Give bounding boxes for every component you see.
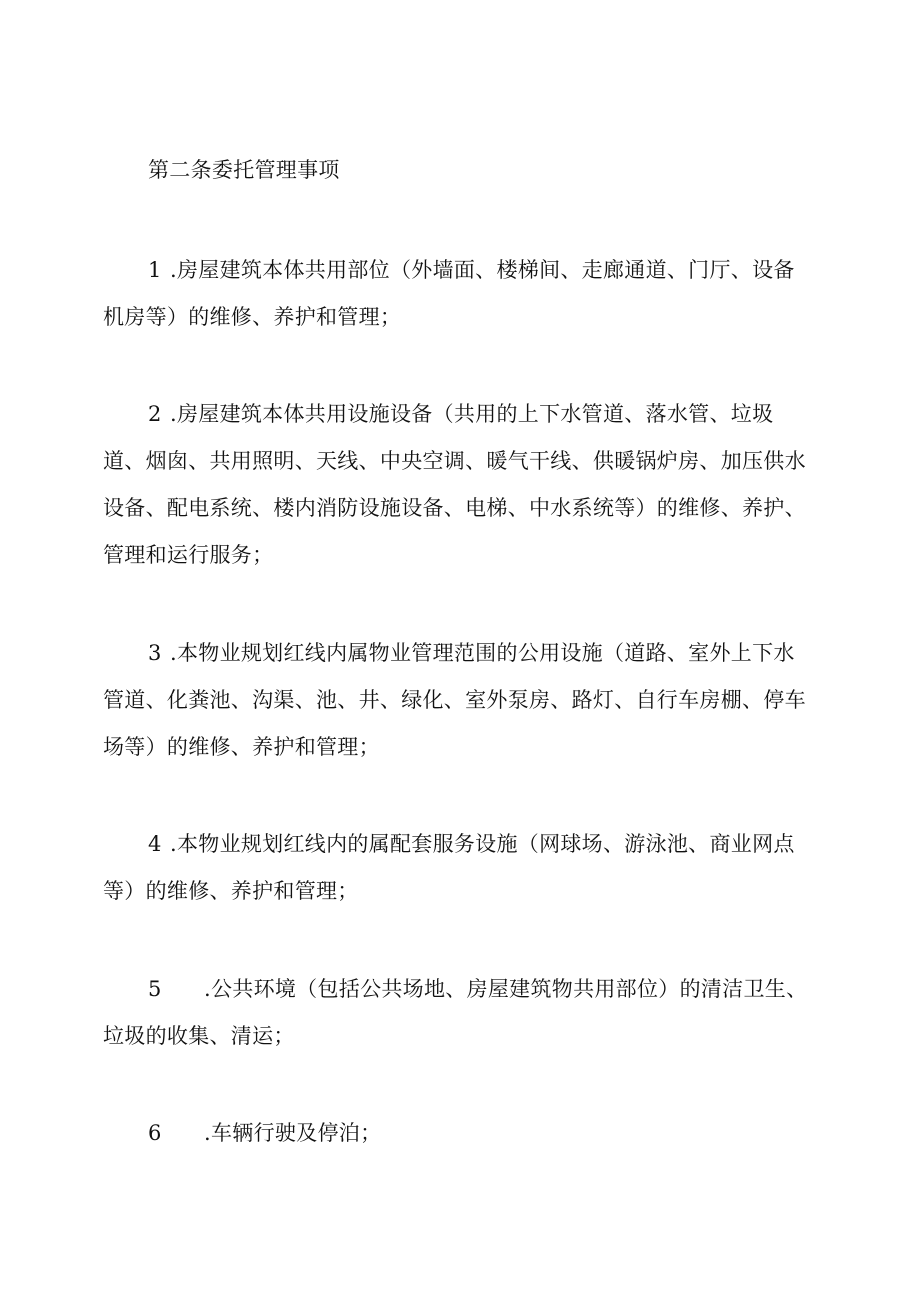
item-3-number: 3	[148, 641, 162, 665]
item-3-line-1	[148, 640, 888, 666]
item-1-number: 1	[148, 258, 162, 282]
item-6-line-1	[148, 1120, 888, 1146]
item-1-text-1: .房屋建筑本体共用部位（外墙面、楼梯间、走廊通道、门厅、设备	[170, 258, 795, 282]
item-2-number: 2	[148, 402, 162, 426]
item-2-line-2: 道、烟囱、共用照明、天线、中央空调、暖气干线、供暖锅炉房、加压供水	[103, 449, 806, 473]
item-4-line-1	[148, 831, 888, 857]
item-6-number: 6	[148, 1121, 162, 1145]
item-5-number: 5	[148, 977, 162, 1001]
section-heading: 第二条委托管理事项	[148, 158, 340, 182]
item-1-line-1	[148, 257, 888, 283]
item-5-text-1: .公共环境（包括公共场地、房屋建筑物共用部位）的清洁卫生、	[204, 977, 808, 1001]
item-2-line-3: 设备、配电系统、楼内消防设施设备、电梯、中水系统等）的维修、养护、	[103, 496, 806, 520]
item-2-line-4: 管理和运行服务；	[103, 543, 274, 567]
item-2-text-1: .房屋建筑本体共用设施设备（共用的上下水管道、落水管、垃圾	[170, 402, 774, 426]
item-3-line-2: 管道、化粪池、沟渠、池、井、绿化、室外泵房、路灯、自行车房棚、停车	[103, 688, 806, 712]
item-3-line-3: 场等）的维修、养护和管理；	[103, 735, 380, 759]
item-5-line-2: 垃圾的收集、清运；	[103, 1024, 295, 1048]
item-6-text-1: .车辆行驶及停泊；	[204, 1121, 382, 1145]
item-4-line-2: 等）的维修、养护和管理；	[103, 879, 359, 903]
item-5-line-1	[148, 976, 888, 1002]
item-4-number: 4	[148, 832, 162, 856]
item-1-line-2: 机房等）的维修、养护和管理；	[103, 305, 402, 329]
item-4-text-1: .本物业规划红线内的属配套服务设施（网球场、游泳池、商业网点	[170, 832, 795, 856]
item-3-text-1: .本物业规划红线内属物业管理范围的公用设施（道路、室外上下水	[170, 641, 795, 665]
item-2-line-1	[148, 401, 888, 427]
